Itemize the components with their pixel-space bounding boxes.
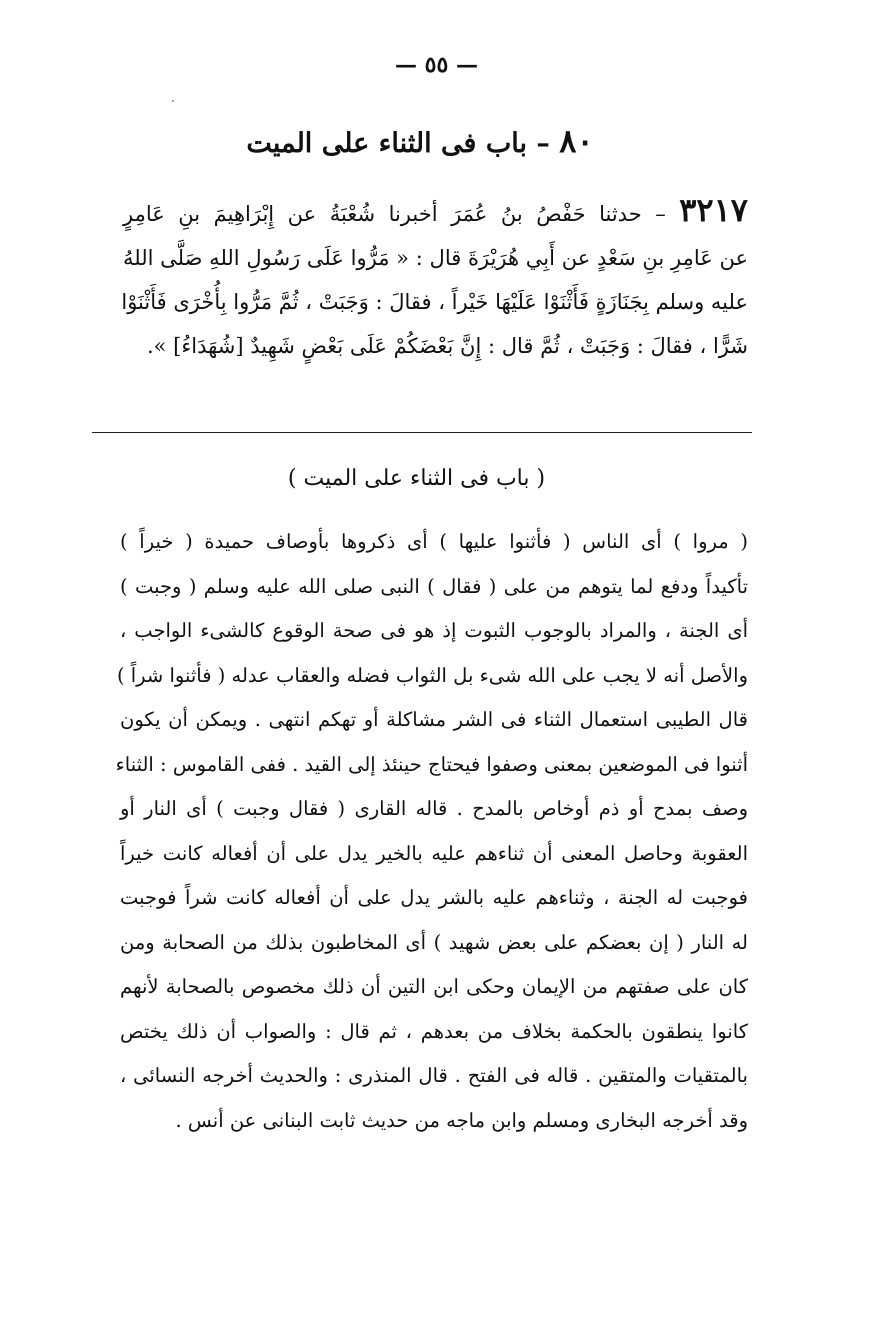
- commentary-heading: ( باب فى الثناء على الميت ): [287, 466, 546, 491]
- commentary-line: له النار ( إن بعضكم على بعض شهيد ) أى المخاطبون بذلك من الصحابة ومن: [120, 930, 748, 954]
- commentary-line: والأصل أنه لا يجب على الله شىء بل الثواب فضله والعقاب عدله ( فأثنوا شراً ): [116, 663, 748, 687]
- chapter-heading: [0, 122, 840, 160]
- hadith-line-1: [123, 188, 748, 236]
- hadith-line-2: عن عَامِرِ بنِ سَعْدٍ عن أَبِي هُرَيْرَةَ قال : « مَرُّوا عَلَى رَسُولِ اللهِ صَلَّى اللهُ: [123, 246, 748, 270]
- commentary-line: أثنوا فى الموضعين بمعنى وصفوا فيحتاج حينئذ إلى القيد . ففى القاموس : الثناء: [115, 752, 748, 776]
- commentary-line: أى الجنة ، والمراد بالوجوب الثبوت إذ هو فى صحة الوقوع كالشىء الواجب ،: [120, 619, 748, 642]
- commentary-line: ( مروا ) أى الناس ( فأثنوا عليها ) أى ذكروها بأوصاف حميدة ( خيراً ): [120, 530, 748, 553]
- commentary-line: وصف بمدح أو ذم أوخاص بالمدح . قاله القارى ( فقال وجبت ) أى النار أو: [120, 797, 748, 820]
- commentary-line: فوجبت له الجنة ، وثناءهم عليه بالشر يدل على أن أفعاله كانت شراً فوجبت: [120, 886, 748, 909]
- commentary-line: تأكيداً ودفع لما يتوهم من على ( فقال ) النبى صلى الله عليه وسلم ( وجبت ): [120, 574, 748, 598]
- hadith-line-3: عليه وسلم بِجَنَازَةٍ فَأَثْنَوْا عَلَيْهَا خَيْراً ، فقالَ : وَجَبَتْ ، ثُمَّ مَرُّوا بِأُخْرَى فَأَثْنَوْا: [121, 290, 748, 314]
- hadith-text: [123, 188, 748, 368]
- commentary-line: كانوا ينطقون بالحكمة بخلاف من بعدهم ، ثم قال : والصواب أن ذلك يختص: [120, 1019, 748, 1043]
- commentary-line: العقوبة وحاصل المعنى أن ثناءهم عليه بالخير يدل على أن أفعاله كانت خيراً: [120, 841, 748, 865]
- chapter-number: ٨٠: [559, 122, 594, 160]
- page-number: — ٥٥ —: [395, 52, 478, 78]
- print-speck: [172, 100, 174, 102]
- hadith-line-1-text: – حدثنا حَفْصُ بنُ عُمَرَ أخبرنا شُعْبَةُ عن إِبْرَاهِيمَ بنِ عَامِرٍ: [123, 202, 666, 226]
- chapter-title: – باب فى الثناء على الميت: [246, 128, 550, 159]
- commentary-line: قال الطيبى استعمال الثناء فى الشر مشاكلة أو تهكم انتهى . ويمكن أن يكون: [120, 708, 748, 731]
- commentary-text: [115, 520, 748, 1143]
- section-divider: [92, 432, 752, 433]
- commentary-line: وقد أخرجه البخارى ومسلم وابن ماجه من حديث ثابت البنانى عن أنس .: [175, 1108, 748, 1132]
- commentary-line: بالمتقيات والمتقين . قاله فى الفتح . قال المنذرى : والحديث أخرجه النسائى ،: [120, 1064, 748, 1087]
- hadith-number: ٣٢١٧: [679, 191, 748, 229]
- hadith-line-4: شَرًّا ، فقالَ : وَجَبَتْ ، ثُمَّ قال : إِنَّ بَعْضَكُمْ عَلَى بَعْضٍ شَهِيدٌ [شُهَدَاءُ] ».: [146, 334, 748, 358]
- commentary-line: كان على صفتهم من الإيمان وحكى ابن التين أن ذلك مخصوص بالصحابة لأنهم: [120, 975, 748, 998]
